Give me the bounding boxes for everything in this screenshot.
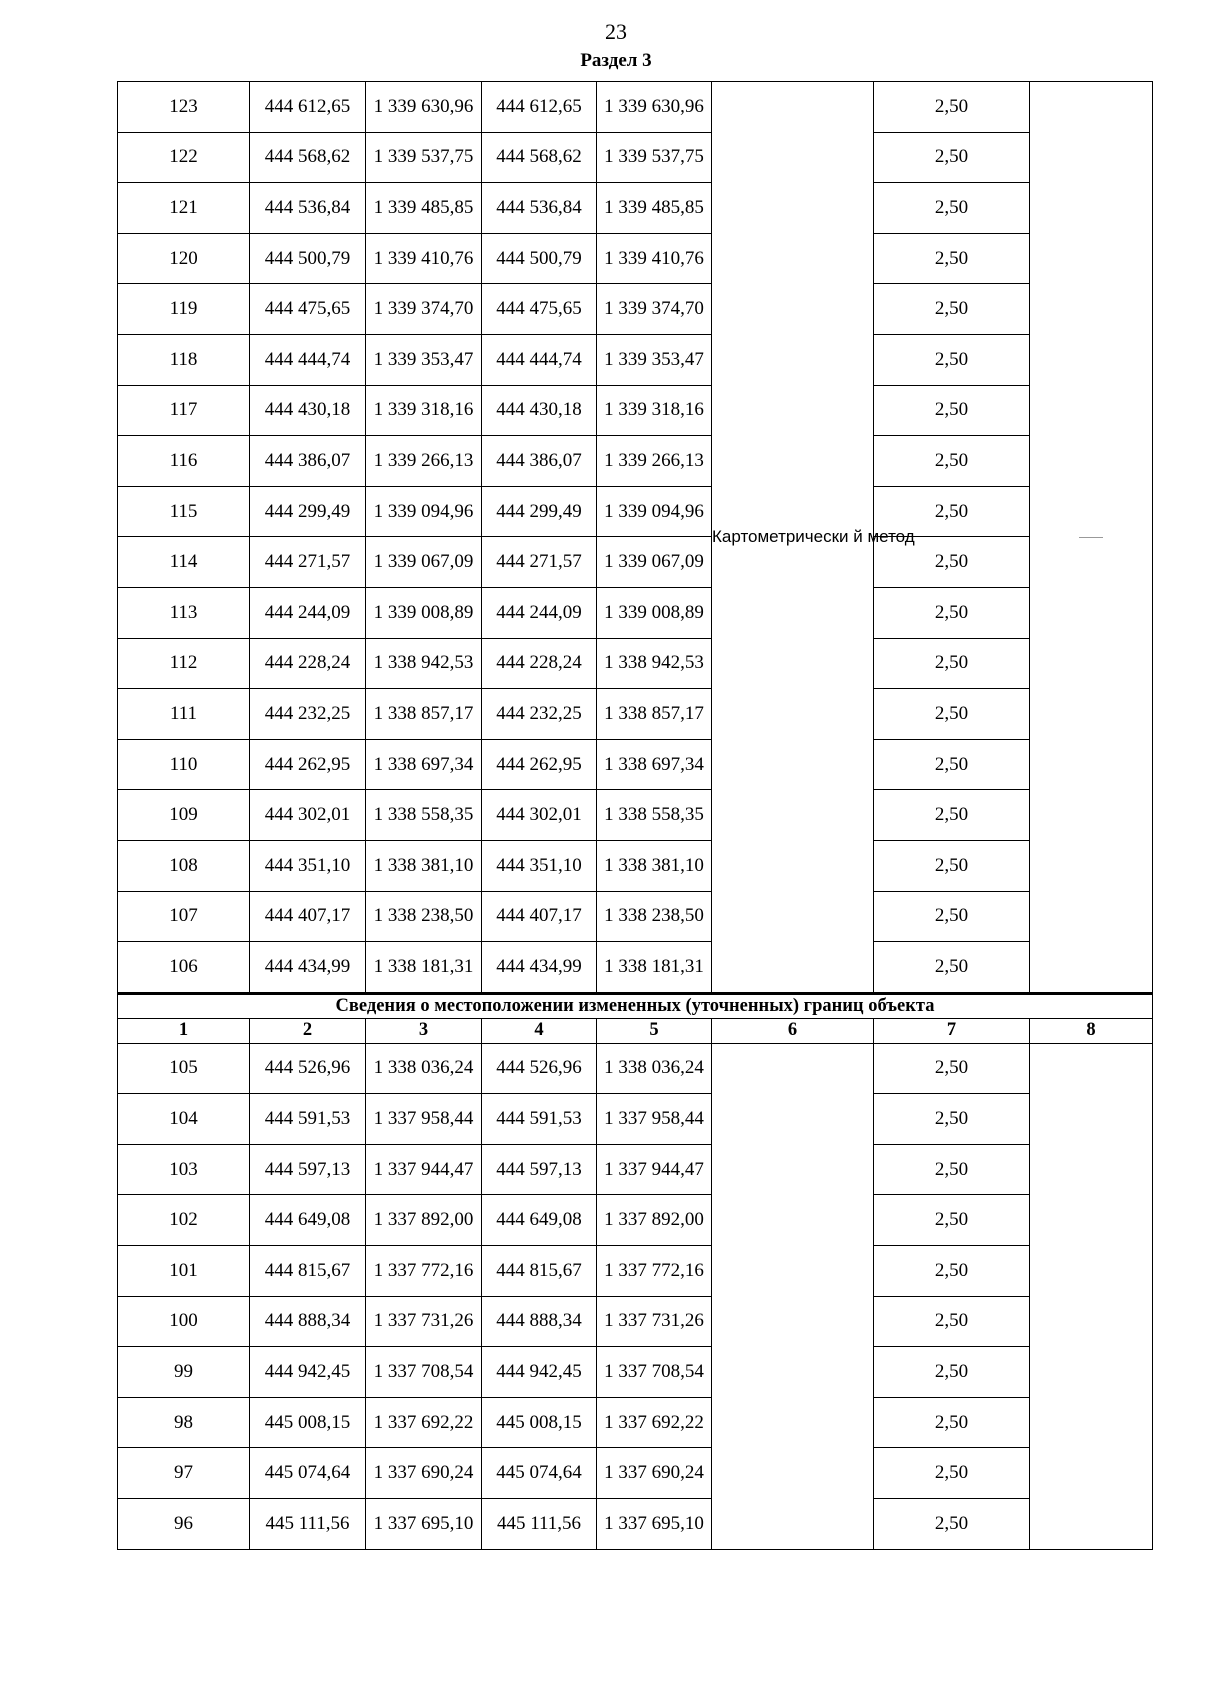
- x-refined-cell: 445 008,15: [482, 1397, 597, 1448]
- y-refined-cell: 1 339 485,85: [597, 183, 712, 234]
- point-number-cell: 104: [118, 1094, 250, 1145]
- point-number-cell: 122: [118, 132, 250, 183]
- point-number-cell: 108: [118, 840, 250, 891]
- y-existing-cell: 1 338 558,35: [366, 790, 482, 841]
- table-body: [118, 82, 1153, 1550]
- accuracy-cell: 2,50: [874, 82, 1030, 133]
- page-number: 23: [605, 19, 627, 44]
- y-existing-cell: 1 339 630,96: [366, 82, 482, 133]
- x-existing-cell: 444 302,01: [250, 790, 366, 841]
- y-existing-cell: 1 339 537,75: [366, 132, 482, 183]
- point-number-cell: 105: [118, 1043, 250, 1094]
- x-refined-cell: 444 302,01: [482, 790, 597, 841]
- point-number-cell: 112: [118, 638, 250, 689]
- x-refined-cell: 444 649,08: [482, 1195, 597, 1246]
- column-number-cell: 6: [712, 1018, 874, 1043]
- x-existing-cell: 444 591,53: [250, 1094, 366, 1145]
- x-refined-cell: 444 262,95: [482, 739, 597, 790]
- accuracy-cell: 2,50: [874, 1296, 1030, 1347]
- y-refined-cell: 1 339 094,96: [597, 486, 712, 537]
- column-number-cell: 1: [118, 1018, 250, 1043]
- point-number-cell: 99: [118, 1347, 250, 1398]
- y-refined-cell: 1 339 067,09: [597, 537, 712, 588]
- column-number-row: [118, 1018, 1153, 1043]
- column-number-cell: 5: [597, 1018, 712, 1043]
- x-existing-cell: 444 500,79: [250, 233, 366, 284]
- y-existing-cell: 1 339 353,47: [366, 334, 482, 385]
- y-refined-cell: 1 337 772,16: [597, 1246, 712, 1297]
- accuracy-cell: 2,50: [874, 739, 1030, 790]
- y-refined-cell: 1 338 942,53: [597, 638, 712, 689]
- x-existing-cell: 444 888,34: [250, 1296, 366, 1347]
- accuracy-cell: 2,50: [874, 790, 1030, 841]
- x-refined-cell: 444 407,17: [482, 891, 597, 942]
- y-existing-cell: 1 339 008,89: [366, 587, 482, 638]
- table-row: [118, 840, 1153, 891]
- point-number-cell: 106: [118, 942, 250, 994]
- x-refined-cell: 444 244,09: [482, 587, 597, 638]
- table-row: [118, 1347, 1153, 1398]
- point-number-cell: 116: [118, 436, 250, 487]
- y-existing-cell: 1 339 266,13: [366, 436, 482, 487]
- y-refined-cell: 1 338 558,35: [597, 790, 712, 841]
- point-number-cell: 107: [118, 891, 250, 942]
- x-existing-cell: 444 568,62: [250, 132, 366, 183]
- y-refined-cell: 1 339 537,75: [597, 132, 712, 183]
- section-heading-row: [118, 993, 1153, 1018]
- accuracy-cell: 2,50: [874, 486, 1030, 537]
- x-existing-cell: 445 111,56: [250, 1499, 366, 1550]
- table-row: [118, 1397, 1153, 1448]
- x-existing-cell: 444 942,45: [250, 1347, 366, 1398]
- x-refined-cell: 444 228,24: [482, 638, 597, 689]
- y-existing-cell: 1 338 181,31: [366, 942, 482, 994]
- y-refined-cell: 1 337 958,44: [597, 1094, 712, 1145]
- accuracy-cell: 2,50: [874, 1043, 1030, 1094]
- x-refined-cell: 444 591,53: [482, 1094, 597, 1145]
- point-number-cell: 120: [118, 233, 250, 284]
- y-refined-cell: 1 339 318,16: [597, 385, 712, 436]
- section-heading: Сведения о местоположении измененных (уточненных) границ объекта: [118, 993, 1153, 1018]
- table-row: [118, 891, 1153, 942]
- y-existing-cell: 1 338 857,17: [366, 689, 482, 740]
- y-existing-cell: 1 337 892,00: [366, 1195, 482, 1246]
- x-refined-cell: 444 536,84: [482, 183, 597, 234]
- y-refined-cell: 1 339 008,89: [597, 587, 712, 638]
- accuracy-cell: 2,50: [874, 689, 1030, 740]
- coordinates-table: [117, 81, 1153, 1550]
- y-refined-cell: 1 339 374,70: [597, 284, 712, 335]
- column-number-cell: 2: [250, 1018, 366, 1043]
- table-row: [118, 132, 1153, 183]
- method-cell: [712, 1043, 874, 1549]
- y-existing-cell: 1 338 381,10: [366, 840, 482, 891]
- x-refined-cell: 444 444,74: [482, 334, 597, 385]
- x-refined-cell: 444 386,07: [482, 436, 597, 487]
- point-number-cell: 100: [118, 1296, 250, 1347]
- y-refined-cell: 1 337 695,10: [597, 1499, 712, 1550]
- accuracy-cell: 2,50: [874, 942, 1030, 994]
- table-row: [118, 638, 1153, 689]
- y-refined-cell: 1 337 731,26: [597, 1296, 712, 1347]
- x-refined-cell: 444 475,65: [482, 284, 597, 335]
- x-existing-cell: 445 074,64: [250, 1448, 366, 1499]
- table-row: [118, 233, 1153, 284]
- accuracy-cell: 2,50: [874, 1195, 1030, 1246]
- y-existing-cell: 1 339 318,16: [366, 385, 482, 436]
- y-existing-cell: 1 337 772,16: [366, 1246, 482, 1297]
- point-number-cell: 110: [118, 739, 250, 790]
- x-refined-cell: 445 074,64: [482, 1448, 597, 1499]
- y-existing-cell: 1 339 067,09: [366, 537, 482, 588]
- y-refined-cell: 1 337 692,22: [597, 1397, 712, 1448]
- y-existing-cell: 1 338 238,50: [366, 891, 482, 942]
- x-refined-cell: 444 430,18: [482, 385, 597, 436]
- column-number-cell: 4: [482, 1018, 597, 1043]
- table-row: [118, 385, 1153, 436]
- accuracy-cell: 2,50: [874, 1094, 1030, 1145]
- x-existing-cell: 444 434,99: [250, 942, 366, 994]
- point-number-cell: 114: [118, 537, 250, 588]
- point-number-cell: 109: [118, 790, 250, 841]
- method-cell: Картометрически й метод: [712, 82, 874, 994]
- point-number-cell: 101: [118, 1246, 250, 1297]
- y-existing-cell: 1 338 942,53: [366, 638, 482, 689]
- x-existing-cell: 444 244,09: [250, 587, 366, 638]
- accuracy-cell: 2,50: [874, 1144, 1030, 1195]
- point-number-cell: 97: [118, 1448, 250, 1499]
- table-row: [118, 1043, 1153, 1094]
- table-row: [118, 1448, 1153, 1499]
- column-number-cell: 8: [1030, 1018, 1153, 1043]
- accuracy-cell: 2,50: [874, 233, 1030, 284]
- x-existing-cell: 444 430,18: [250, 385, 366, 436]
- accuracy-cell: 2,50: [874, 334, 1030, 385]
- x-refined-cell: 445 111,56: [482, 1499, 597, 1550]
- y-existing-cell: 1 339 094,96: [366, 486, 482, 537]
- x-refined-cell: 444 271,57: [482, 537, 597, 588]
- y-refined-cell: 1 338 238,50: [597, 891, 712, 942]
- column-number-cell: 3: [366, 1018, 482, 1043]
- table-row: [118, 790, 1153, 841]
- accuracy-cell: 2,50: [874, 587, 1030, 638]
- y-existing-cell: 1 337 692,22: [366, 1397, 482, 1448]
- x-refined-cell: 444 612,65: [482, 82, 597, 133]
- x-existing-cell: 444 271,57: [250, 537, 366, 588]
- x-refined-cell: 444 597,13: [482, 1144, 597, 1195]
- accuracy-cell: 2,50: [874, 1448, 1030, 1499]
- x-existing-cell: 444 299,49: [250, 486, 366, 537]
- point-number-cell: 117: [118, 385, 250, 436]
- x-refined-cell: 444 815,67: [482, 1246, 597, 1297]
- x-refined-cell: 444 526,96: [482, 1043, 597, 1094]
- y-existing-cell: 1 338 697,34: [366, 739, 482, 790]
- y-existing-cell: 1 339 485,85: [366, 183, 482, 234]
- x-existing-cell: 444 649,08: [250, 1195, 366, 1246]
- x-existing-cell: 444 815,67: [250, 1246, 366, 1297]
- y-refined-cell: 1 338 036,24: [597, 1043, 712, 1094]
- table-row: [118, 436, 1153, 487]
- table-row: [118, 537, 1153, 588]
- accuracy-cell: 2,50: [874, 132, 1030, 183]
- y-refined-cell: 1 339 410,76: [597, 233, 712, 284]
- table-row: [118, 284, 1153, 335]
- table-row: [118, 82, 1153, 133]
- y-existing-cell: 1 337 708,54: [366, 1347, 482, 1398]
- y-refined-cell: 1 339 353,47: [597, 334, 712, 385]
- table-row: [118, 587, 1153, 638]
- accuracy-cell: 2,50: [874, 840, 1030, 891]
- table-row: [118, 1246, 1153, 1297]
- accuracy-cell: 2,50: [874, 638, 1030, 689]
- point-number-cell: 123: [118, 82, 250, 133]
- y-existing-cell: 1 337 958,44: [366, 1094, 482, 1145]
- accuracy-cell: 2,50: [874, 1246, 1030, 1297]
- y-existing-cell: 1 337 695,10: [366, 1499, 482, 1550]
- y-refined-cell: 1 338 697,34: [597, 739, 712, 790]
- table-row: [118, 1144, 1153, 1195]
- y-refined-cell: 1 337 892,00: [597, 1195, 712, 1246]
- point-number-cell: 102: [118, 1195, 250, 1246]
- x-existing-cell: 444 444,74: [250, 334, 366, 385]
- point-number-cell: 113: [118, 587, 250, 638]
- point-number-cell: 119: [118, 284, 250, 335]
- section-title: Раздел 3: [580, 50, 652, 71]
- note-cell: [1030, 82, 1153, 994]
- y-refined-cell: 1 338 381,10: [597, 840, 712, 891]
- x-existing-cell: 444 351,10: [250, 840, 366, 891]
- x-refined-cell: 444 232,25: [482, 689, 597, 740]
- accuracy-cell: 2,50: [874, 1397, 1030, 1448]
- table-row: [118, 689, 1153, 740]
- accuracy-cell: 2,50: [874, 537, 1030, 588]
- x-refined-cell: 444 942,45: [482, 1347, 597, 1398]
- table-row: [118, 334, 1153, 385]
- table-row: [118, 942, 1153, 994]
- accuracy-cell: 2,50: [874, 1499, 1030, 1550]
- y-refined-cell: 1 337 944,47: [597, 1144, 712, 1195]
- dash-mark: [1079, 537, 1103, 538]
- y-refined-cell: 1 338 857,17: [597, 689, 712, 740]
- accuracy-cell: 2,50: [874, 183, 1030, 234]
- x-existing-cell: 444 407,17: [250, 891, 366, 942]
- x-refined-cell: 444 299,49: [482, 486, 597, 537]
- table-row: [118, 486, 1153, 537]
- accuracy-cell: 2,50: [874, 436, 1030, 487]
- point-number-cell: 118: [118, 334, 250, 385]
- table-row: [118, 739, 1153, 790]
- x-existing-cell: 444 526,96: [250, 1043, 366, 1094]
- x-existing-cell: 445 008,15: [250, 1397, 366, 1448]
- x-existing-cell: 444 536,84: [250, 183, 366, 234]
- table-row: [118, 1195, 1153, 1246]
- x-refined-cell: 444 500,79: [482, 233, 597, 284]
- point-number-cell: 121: [118, 183, 250, 234]
- x-existing-cell: 444 228,24: [250, 638, 366, 689]
- table-row: [118, 1094, 1153, 1145]
- table-row: [118, 1499, 1153, 1550]
- table-row: [118, 1296, 1153, 1347]
- y-existing-cell: 1 337 690,24: [366, 1448, 482, 1499]
- x-existing-cell: 444 262,95: [250, 739, 366, 790]
- x-existing-cell: 444 386,07: [250, 436, 366, 487]
- point-number-cell: 98: [118, 1397, 250, 1448]
- point-number-cell: 96: [118, 1499, 250, 1550]
- accuracy-cell: 2,50: [874, 385, 1030, 436]
- x-existing-cell: 444 475,65: [250, 284, 366, 335]
- x-existing-cell: 444 597,13: [250, 1144, 366, 1195]
- y-refined-cell: 1 337 690,24: [597, 1448, 712, 1499]
- y-refined-cell: 1 337 708,54: [597, 1347, 712, 1398]
- y-refined-cell: 1 339 266,13: [597, 436, 712, 487]
- y-existing-cell: 1 339 374,70: [366, 284, 482, 335]
- accuracy-cell: 2,50: [874, 1347, 1030, 1398]
- y-refined-cell: 1 338 181,31: [597, 942, 712, 994]
- x-refined-cell: 444 351,10: [482, 840, 597, 891]
- y-existing-cell: 1 338 036,24: [366, 1043, 482, 1094]
- x-existing-cell: 444 232,25: [250, 689, 366, 740]
- point-number-cell: 103: [118, 1144, 250, 1195]
- table-row: [118, 183, 1153, 234]
- x-refined-cell: 444 568,62: [482, 132, 597, 183]
- y-refined-cell: 1 339 630,96: [597, 82, 712, 133]
- x-refined-cell: 444 888,34: [482, 1296, 597, 1347]
- column-number-cell: 7: [874, 1018, 1030, 1043]
- y-existing-cell: 1 337 731,26: [366, 1296, 482, 1347]
- y-existing-cell: 1 337 944,47: [366, 1144, 482, 1195]
- note-cell: [1030, 1043, 1153, 1549]
- x-refined-cell: 444 434,99: [482, 942, 597, 994]
- x-existing-cell: 444 612,65: [250, 82, 366, 133]
- point-number-cell: 111: [118, 689, 250, 740]
- point-number-cell: 115: [118, 486, 250, 537]
- accuracy-cell: 2,50: [874, 891, 1030, 942]
- y-existing-cell: 1 339 410,76: [366, 233, 482, 284]
- accuracy-cell: 2,50: [874, 284, 1030, 335]
